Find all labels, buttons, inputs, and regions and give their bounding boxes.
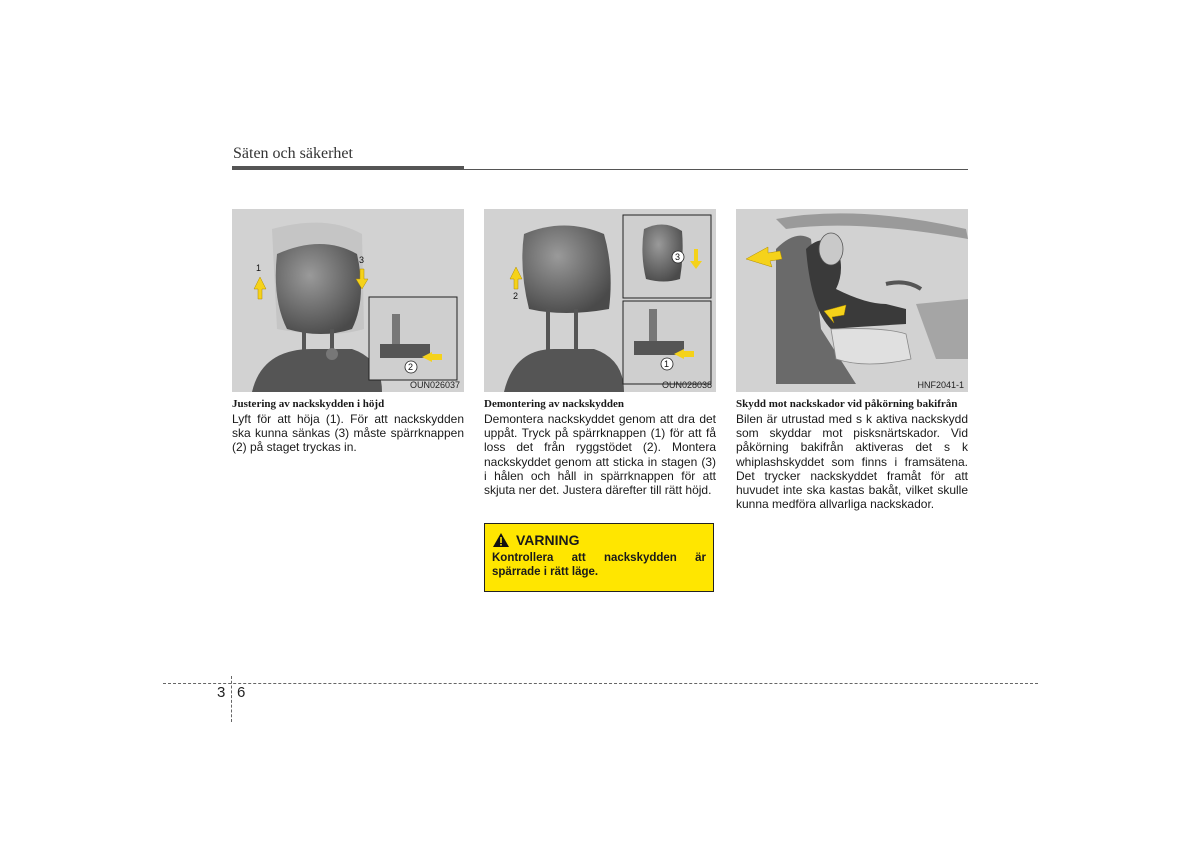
fig1-label-1: 1 [256,263,262,273]
column-text: Demontera nackskyddet genom att dra det uppåt. Tryck på spärrknappen (1) för att få loss det från ryggstödet (2). Montera nackskyddet genom att sticka in stagen (3) i hålen och håll in spärrknappen för att skjuta ner det. Justera därefter till rätt höjd. [484,412,716,498]
page-number: 6 [237,684,246,701]
chapter-number: 3 [217,684,226,701]
warning-box [484,523,714,592]
active-headrest-illustration [736,209,968,392]
column-text: Bilen är utrustad med s k aktiva nackskydd som skyddar mot pisksnärtskador. Vid påkörning bakifrån aktiveras det s k whiplashskyddet som finns i framsätena. Det trycker nackskyddet framåt för att huvudet inte ska kastas bakåt, vilket skulle kunna medföra allvarliga nackskador. [736,412,968,512]
column-text: Lyft för att höja (1). För att nackskydden ska kunna sänkas (3) måste spärrknappen (2) på staget tryckas in. [232,412,464,455]
figure-code: OUN026037 [409,380,460,390]
header-rule-thin [464,169,968,170]
column-title: Demontering av nackskydden [484,398,624,410]
figure-headrest-removal [484,209,716,392]
warning-title: VARNING [516,532,580,548]
column-removal [484,397,716,497]
section-title: Säten och säkerhet [233,145,353,162]
column-title: Justering av nackskydden i höjd [232,398,385,410]
headrest-removal-illustration [484,209,716,392]
figure-code: OUN028038 [661,380,712,390]
headrest-height-illustration [232,209,464,392]
figure-headrest-height [232,209,464,392]
column-title: Skydd mot nackskador vid påkörning bakifrån [736,398,958,410]
figure-active-headrest [736,209,968,392]
fig2-label-3: 3 [675,252,681,262]
column-whiplash [736,397,968,511]
column-height-adjustment [232,397,464,455]
footer-rule [163,683,1038,684]
fig1-label-2: 2 [408,362,414,372]
warning-text: Kontrollera att nackskydden är spärrade i rätt läge. [492,552,706,578]
warning-triangle-icon [492,532,510,548]
fig1-label-3: 3 [359,255,365,265]
fig2-label-2: 2 [513,291,519,301]
fig2-label-1: 1 [664,359,670,369]
header-rule-thick [232,166,464,170]
footer-divider [231,676,232,722]
figure-code: HNF2041-1 [917,380,964,390]
